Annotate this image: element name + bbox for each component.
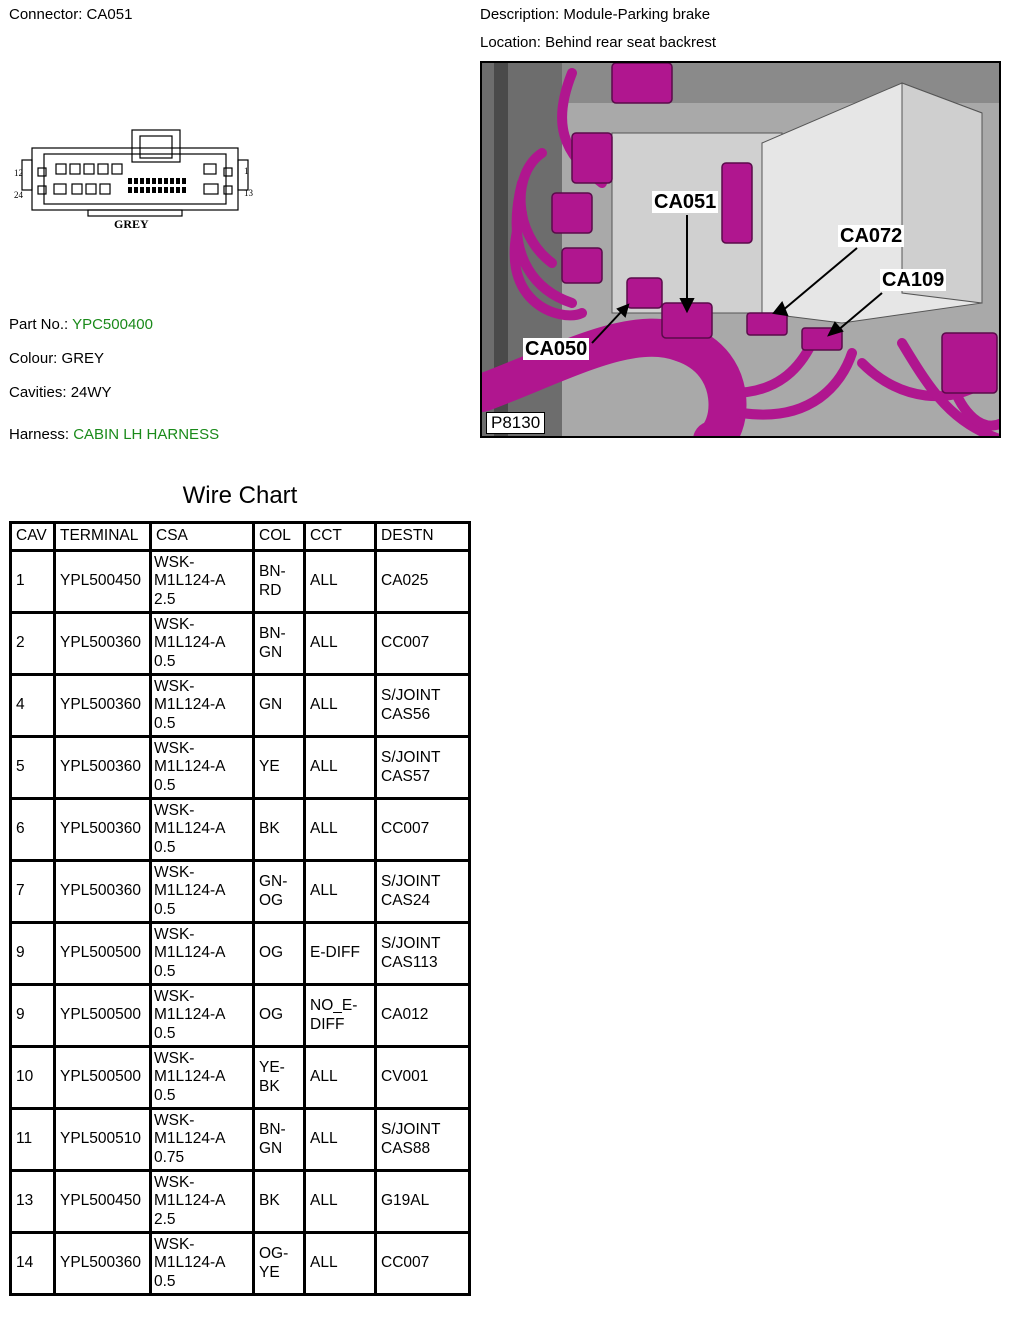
cell-csa: WSK-M1L124-A 2.5 bbox=[151, 1171, 254, 1233]
cell-cct: ALL bbox=[305, 1171, 376, 1233]
table-row bbox=[11, 985, 470, 1047]
cell-destn: S/JOINT CAS88 bbox=[376, 1109, 470, 1171]
pin-number-12: 12 bbox=[14, 168, 23, 178]
col-header-col: COL bbox=[254, 523, 305, 551]
cell-csa: WSK-M1L124-A 0.5 bbox=[151, 1233, 254, 1295]
cell-col: BK bbox=[254, 799, 305, 861]
cell-col: BN-RD bbox=[254, 551, 305, 613]
cell-terminal: YPL500360 bbox=[55, 1233, 151, 1295]
cell-terminal: YPL500450 bbox=[55, 551, 151, 613]
cell-csa: WSK-M1L124-A 0.5 bbox=[151, 737, 254, 799]
cell-terminal: YPL500360 bbox=[55, 675, 151, 737]
location-label: Location: Behind rear seat backrest bbox=[480, 34, 716, 51]
cell-terminal: YPL500500 bbox=[55, 985, 151, 1047]
cell-col: OG bbox=[254, 985, 305, 1047]
callout-ca072: CA072 bbox=[840, 225, 903, 247]
cavities-value: 24WY bbox=[70, 384, 112, 401]
location-photo bbox=[480, 61, 1001, 438]
cell-cav: 5 bbox=[11, 737, 55, 799]
cavities-label: Cavities: 24WY bbox=[9, 384, 112, 401]
cell-terminal: YPL500510 bbox=[55, 1109, 151, 1171]
cell-terminal: YPL500450 bbox=[55, 1171, 151, 1233]
connector-colour-text: GREY bbox=[114, 217, 149, 231]
cell-cct: ALL bbox=[305, 613, 376, 675]
cell-col: BN-GN bbox=[254, 1109, 305, 1171]
cell-destn: CA025 bbox=[376, 551, 470, 613]
cell-cct: NO_E-DIFF bbox=[305, 985, 376, 1047]
cell-csa: WSK-M1L124-A 0.5 bbox=[151, 861, 254, 923]
cell-cct: ALL bbox=[305, 1109, 376, 1171]
table-row bbox=[11, 923, 470, 985]
part-no-link[interactable]: YPC500400 bbox=[72, 316, 153, 333]
connector-id: CA051 bbox=[86, 6, 133, 23]
table-header-row bbox=[11, 523, 470, 551]
table-row bbox=[11, 1109, 470, 1171]
cell-col: YE-BK bbox=[254, 1047, 305, 1109]
cell-cct: ALL bbox=[305, 737, 376, 799]
cell-destn: CC007 bbox=[376, 1233, 470, 1295]
pin-number-13: 13 bbox=[244, 188, 253, 198]
cell-destn: CV001 bbox=[376, 1047, 470, 1109]
table-row bbox=[11, 799, 470, 861]
col-header-terminal: TERMINAL bbox=[55, 523, 151, 551]
pin-number-24: 24 bbox=[14, 190, 23, 200]
cell-cct: ALL bbox=[305, 1047, 376, 1109]
table-row bbox=[11, 675, 470, 737]
cell-cct: ALL bbox=[305, 675, 376, 737]
cell-csa: WSK-M1L124-A 0.5 bbox=[151, 613, 254, 675]
cell-csa: WSK-M1L124-A 0.5 bbox=[151, 675, 254, 737]
cell-destn: S/JOINT CAS57 bbox=[376, 737, 470, 799]
cell-csa: WSK-M1L124-A 2.5 bbox=[151, 551, 254, 613]
cell-csa: WSK-M1L124-A 0.5 bbox=[151, 923, 254, 985]
table-row bbox=[11, 1047, 470, 1109]
cell-col: OG-YE bbox=[254, 1233, 305, 1295]
callout-ca051: CA051 bbox=[654, 191, 717, 213]
cell-destn: S/JOINT CAS113 bbox=[376, 923, 470, 985]
cell-cav: 4 bbox=[11, 675, 55, 737]
cell-cav: 9 bbox=[11, 985, 55, 1047]
cell-destn: S/JOINT CAS56 bbox=[376, 675, 470, 737]
cell-csa: WSK-M1L124-A 0.5 bbox=[151, 1047, 254, 1109]
connector-label: Connector: CA051 bbox=[9, 6, 133, 23]
table-row bbox=[11, 861, 470, 923]
cell-terminal: YPL500360 bbox=[55, 737, 151, 799]
callout-ca109: CA109 bbox=[882, 269, 945, 291]
col-header-csa: CSA bbox=[151, 523, 254, 551]
cell-destn: CC007 bbox=[376, 799, 470, 861]
wire-chart-table bbox=[9, 521, 471, 1296]
colour-label: Colour: GREY bbox=[9, 350, 105, 367]
cell-cct: ALL bbox=[305, 799, 376, 861]
cell-cav: 9 bbox=[11, 923, 55, 985]
callout-ca050: CA050 bbox=[525, 338, 588, 360]
cell-col: BN-GN bbox=[254, 613, 305, 675]
col-header-destn: DESTN bbox=[376, 523, 470, 551]
connector-face-diagram bbox=[10, 128, 260, 238]
cell-cav: 2 bbox=[11, 613, 55, 675]
cell-csa: WSK-M1L124-A 0.5 bbox=[151, 985, 254, 1047]
table-row bbox=[11, 737, 470, 799]
cell-cav: 11 bbox=[11, 1109, 55, 1171]
harness-label: Harness: CABIN LH HARNESS bbox=[9, 426, 220, 443]
pin-number-1: 1 bbox=[244, 166, 249, 176]
cell-destn: CC007 bbox=[376, 613, 470, 675]
cell-cav: 14 bbox=[11, 1233, 55, 1295]
harness-link[interactable]: CABIN LH HARNESS bbox=[73, 426, 220, 443]
cell-cav: 13 bbox=[11, 1171, 55, 1233]
table-row bbox=[11, 1171, 470, 1233]
cell-cav: 7 bbox=[11, 861, 55, 923]
cell-cav: 6 bbox=[11, 799, 55, 861]
cell-col: GN-OG bbox=[254, 861, 305, 923]
description-label: Description: Module-Parking brake bbox=[480, 6, 711, 23]
cell-terminal: YPL500500 bbox=[55, 923, 151, 985]
cell-cct: ALL bbox=[305, 861, 376, 923]
cell-terminal: YPL500360 bbox=[55, 799, 151, 861]
colour-value: GREY bbox=[61, 350, 105, 367]
cell-cct: E-DIFF bbox=[305, 923, 376, 985]
cell-cct: ALL bbox=[305, 1233, 376, 1295]
cell-cav: 10 bbox=[11, 1047, 55, 1109]
cell-cav: 1 bbox=[11, 551, 55, 613]
table-row bbox=[11, 1233, 470, 1295]
cell-terminal: YPL500500 bbox=[55, 1047, 151, 1109]
cell-csa: WSK-M1L124-A 0.5 bbox=[151, 799, 254, 861]
col-header-cct: CCT bbox=[305, 523, 376, 551]
cell-destn: S/JOINT CAS24 bbox=[376, 861, 470, 923]
cell-col: BK bbox=[254, 1171, 305, 1233]
cell-col: YE bbox=[254, 737, 305, 799]
description-value: Module-Parking brake bbox=[563, 6, 711, 23]
cell-col: OG bbox=[254, 923, 305, 985]
table-row bbox=[11, 613, 470, 675]
cell-csa: WSK-M1L124-A 0.75 bbox=[151, 1109, 254, 1171]
table-row bbox=[11, 551, 470, 613]
photo-id: P8130 bbox=[486, 412, 545, 434]
cell-cct: ALL bbox=[305, 551, 376, 613]
cell-terminal: YPL500360 bbox=[55, 613, 151, 675]
cell-destn: G19AL bbox=[376, 1171, 470, 1233]
cell-col: GN bbox=[254, 675, 305, 737]
cell-destn: CA012 bbox=[376, 985, 470, 1047]
wire-chart-title: Wire Chart bbox=[182, 482, 298, 509]
col-header-cav: CAV bbox=[11, 523, 55, 551]
part-no-label: Part No.: YPC500400 bbox=[9, 316, 153, 333]
location-value: Behind rear seat backrest bbox=[545, 34, 716, 51]
cell-terminal: YPL500360 bbox=[55, 861, 151, 923]
